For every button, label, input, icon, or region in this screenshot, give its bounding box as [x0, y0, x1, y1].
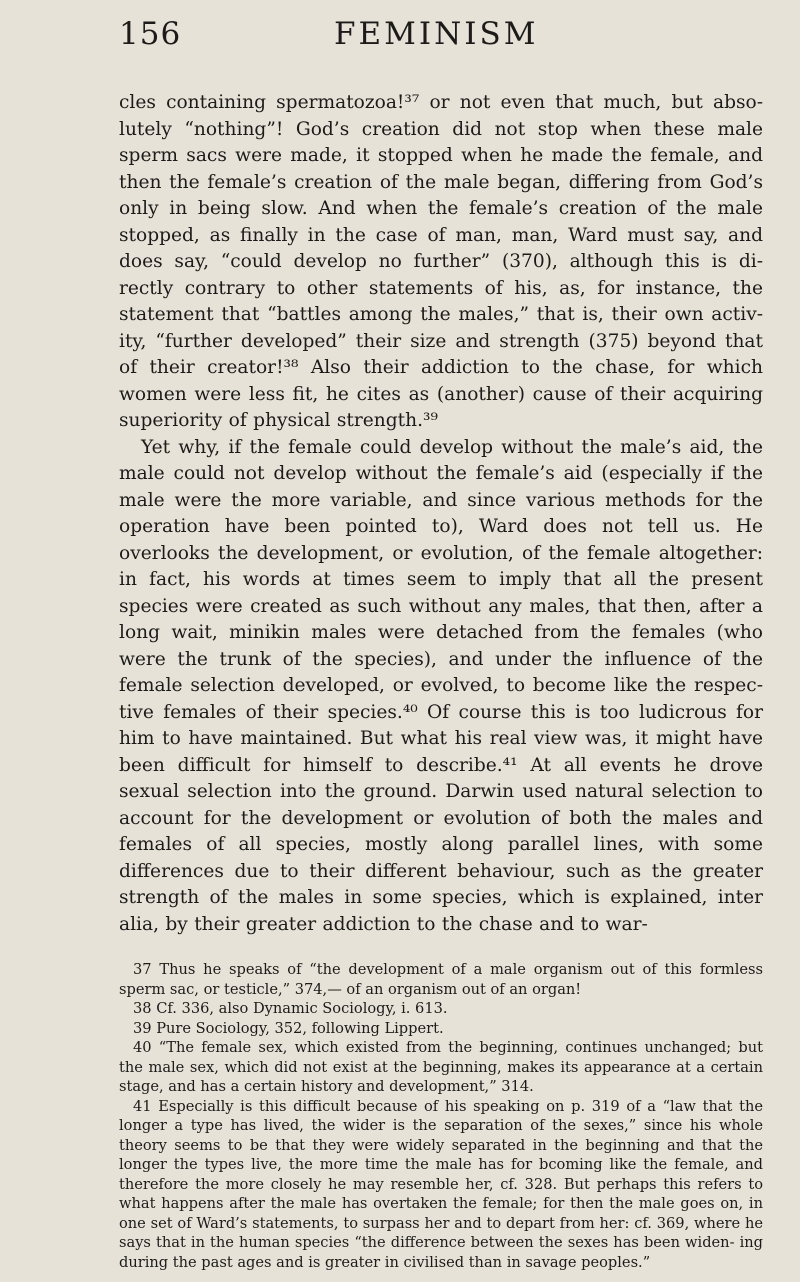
- running-head: [42, 14, 758, 66]
- paragraph: Yet why, if the female could develop without the male’s aid, the male could not develop without the female’s aid (especially if the male were the more variable, and since various methods for the operation have been pointed to), Ward does not tell us. He overlooks the development, or evolution, of the female altogether: in fact, his words at times seem to imply that all the present species were created as such without any males, that then, after a long wait, minikin males were detached from the females (who were the trunk of the species), and under the influence of the female selection developed, or evolved, to become like the respec- tive females of their species.⁴⁰ Of course this is too ludicrous for him to have maintained. But what his real view was, it might have been difficult for himself to describe.⁴¹ At all events he drove sexual selection into the ground. Darwin used natural selection to account for the development or evolution of both the males and females of all species, mostly along parallel lines, with some differences due to their different behaviour, such as the greater strength of the males in some species, which is explained, inter alia, by their greater addiction to the chase and to war-: [119, 436, 763, 935]
- footnote-37: 37 Thus he speaks of “the development of a male organism out of this formless sperm sac, or testicle,” 374,— of an organism out of an organ!: [119, 961, 763, 998]
- footnote-41: 41 Especially is this difficult because of his speaking on p. 319 of a “law that the longer a type has lived, the wider is the separation of the sexes,” since his whole theory seems to be that they were widely separated in the beginning and that the longer the types live, the more time the male has for bcoming like the female, and therefore the more closely he may resemble her, cf. 328. But perhaps this refers to what happens after the male has overtaken the female; for then the male goes on, in one set of Ward’s statements, to surpass her and to depart from her: cf. 369, where he says that in the human species “the difference between the sexes has been widen- ing during the past ages and is greater in civilised than in savage peoples.”: [119, 1097, 763, 1271]
- page-number: 156: [119, 16, 182, 52]
- body-text: [119, 90, 763, 938]
- footnotes: [119, 960, 763, 1272]
- footnote-39: 39 Pure Sociology, 352, following Lippert.: [133, 1019, 444, 1037]
- footnote-40: 40 “The female sex, which existed from the beginning, continues unchanged; but the male sex, which did not exist at the beginning, makes its appearance at a certain stage, and has a certain history and development,” 314.: [119, 1039, 763, 1095]
- footnote-38: 38 Cf. 336, also Dynamic Sociology, i. 613.: [133, 1000, 448, 1017]
- running-title: FEMINISM: [334, 16, 539, 52]
- paragraph-continued: cles containing spermatozoa!³⁷ or not even that much, but abso- lutely “nothing”! God’s creation did not stop when these male sperm sacs were made, it stopped when he made the female, and then the female’s creation of the male began, differing from God’s only in being slow. And when the female’s creation of the male stopped, as finally in the case of man, man, Ward must say, and does say, “could develop no further” (370), although this is di- rectly contrary to other statements of his, as, for instance, the statement that “battles among the males,” that is, their own activ- ity, “further developed” their size and strength (375) beyond that of their creator!³⁸ Also their addiction to the chase, for which women were less fit, he cites as (another) cause of their acquiring superiority of physical strength.³⁹: [119, 92, 763, 431]
